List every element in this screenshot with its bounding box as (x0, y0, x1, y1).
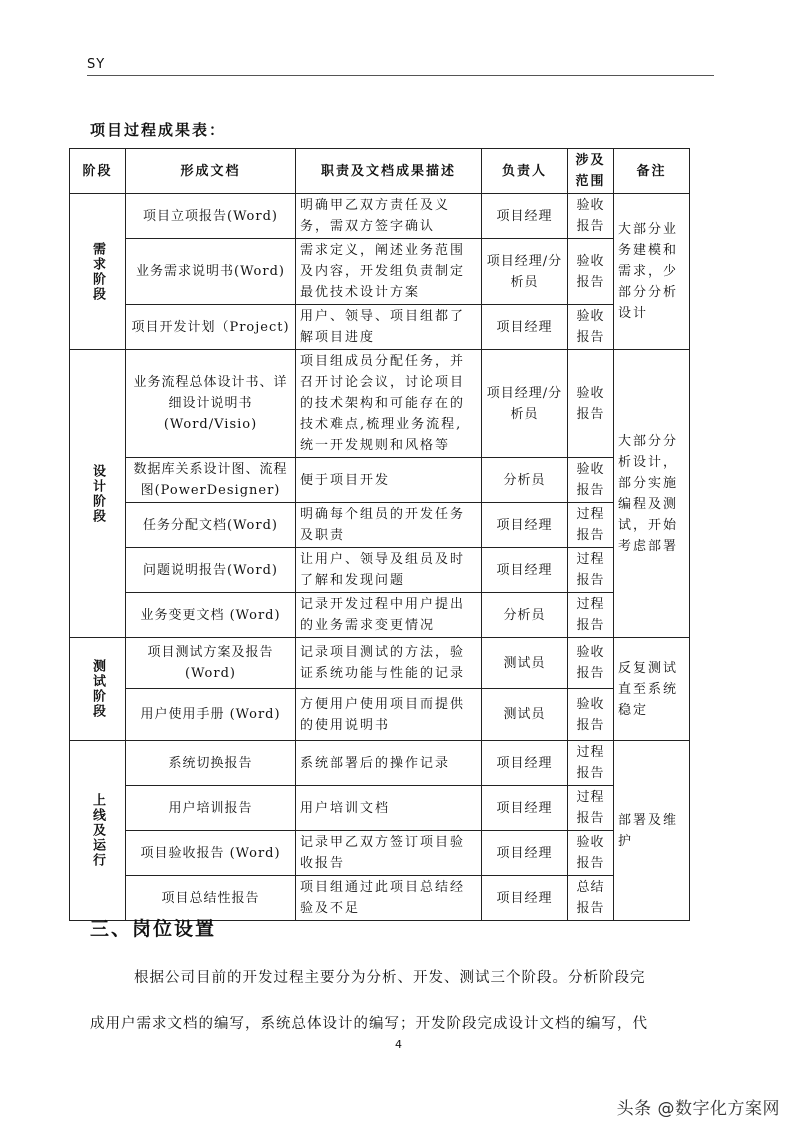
table-row (70, 194, 690, 239)
table-row (70, 689, 690, 741)
desc-cell: 用户培训文档 (296, 786, 482, 831)
doc-cell: 业务变更文档 (Word) (126, 593, 296, 638)
desc-cell: 让用户、领导及组员及时了解和发现问题 (296, 548, 482, 593)
header-label: SY (87, 57, 106, 72)
desc-cell: 方便用户使用项目而提供的使用说明书 (296, 689, 482, 741)
doc-cell: 用户使用手册 (Word) (126, 689, 296, 741)
page-number: 4 (395, 1038, 402, 1051)
header-stage: 阶段 (70, 149, 126, 194)
doc-cell: 项目总结性报告 (126, 876, 296, 921)
stage-design: 设计阶段 (70, 350, 126, 638)
scope-cell: 总结报告 (568, 876, 614, 921)
scope-cell: 过程报告 (568, 548, 614, 593)
desc-cell: 用户、领导、项目组都了解项目进度 (296, 305, 482, 350)
stage-launch: 上线及运行 (70, 741, 126, 921)
desc-cell: 项目组成员分配任务，并召开讨论会议，讨论项目的技术架构和可能存在的技术难点,梳理业务流程,统一开发规则和风格等 (296, 350, 482, 458)
note-testing: 反复测试直至系统稳定 (614, 638, 690, 741)
desc-cell: 便于项目开发 (296, 458, 482, 503)
doc-cell: 项目测试方案及报告(Word) (126, 638, 296, 689)
header-scope: 涉及范围 (568, 149, 614, 194)
table-row (70, 548, 690, 593)
owner-cell: 分析员 (482, 458, 568, 503)
desc-cell: 记录甲乙双方签订项目验收报告 (296, 831, 482, 876)
table-row (70, 239, 690, 305)
project-results-table (69, 148, 690, 921)
scope-cell: 验收报告 (568, 239, 614, 305)
table-row (70, 638, 690, 689)
note-requirements: 大部分业务建模和需求，少部分分析设计 (614, 194, 690, 350)
body-paragraph-1: 根据公司目前的开发过程主要分为分析、开发、测试三个阶段。分析阶段完 (134, 970, 646, 986)
table-row (70, 593, 690, 638)
table-row (70, 503, 690, 548)
scope-cell: 验收报告 (568, 350, 614, 458)
scope-cell: 验收报告 (568, 458, 614, 503)
doc-cell: 项目开发计划（Project) (126, 305, 296, 350)
watermark: 头条 @数字化方案网 (616, 1099, 780, 1119)
header-note: 备注 (614, 149, 690, 194)
table-header-row (70, 149, 690, 194)
body-paragraph-2: 成用户需求文档的编写，系统总体设计的编写；开发阶段完成设计文档的编写，代 (90, 1016, 648, 1032)
owner-cell: 项目经理 (482, 503, 568, 548)
table-row (70, 741, 690, 786)
owner-cell: 项目经理/分析员 (482, 350, 568, 458)
table-title: 项目过程成果表： (90, 121, 227, 139)
note-design: 大部分分析设计，部分实施编程及测试，开始考虑部署 (614, 350, 690, 638)
doc-cell: 问题说明报告(Word) (126, 548, 296, 593)
owner-cell: 分析员 (482, 593, 568, 638)
header-owner: 负责人 (482, 149, 568, 194)
desc-cell: 记录开发过程中用户提出的业务需求变更情况 (296, 593, 482, 638)
doc-cell: 业务需求说明书(Word) (126, 239, 296, 305)
owner-cell: 项目经理 (482, 741, 568, 786)
scope-cell: 验收报告 (568, 305, 614, 350)
table-row (70, 786, 690, 831)
scope-cell: 验收报告 (568, 689, 614, 741)
owner-cell: 项目经理 (482, 876, 568, 921)
owner-cell: 项目经理 (482, 831, 568, 876)
stage-requirements: 需求阶段 (70, 194, 126, 350)
stage-testing: 测试阶段 (70, 638, 126, 741)
table-row (70, 305, 690, 350)
page-header (87, 57, 714, 76)
owner-cell: 项目经理/分析员 (482, 239, 568, 305)
desc-cell: 记录项目测试的方法，验证系统功能与性能的记录 (296, 638, 482, 689)
desc-cell: 需求定义，阐述业务范围及内容，开发组负责制定最优技术设计方案 (296, 239, 482, 305)
note-launch: 部署及维护 (614, 741, 690, 921)
owner-cell: 项目经理 (482, 194, 568, 239)
scope-cell: 过程报告 (568, 786, 614, 831)
doc-cell: 数据库关系设计图、流程图(PowerDesigner) (126, 458, 296, 503)
header-document: 形成文档 (126, 149, 296, 194)
owner-cell: 测试员 (482, 689, 568, 741)
scope-cell: 验收报告 (568, 831, 614, 876)
scope-cell: 过程报告 (568, 503, 614, 548)
desc-cell: 明确每个组员的开发任务及职责 (296, 503, 482, 548)
doc-cell: 用户培训报告 (126, 786, 296, 831)
scope-cell: 验收报告 (568, 194, 614, 239)
table-row (70, 458, 690, 503)
desc-cell: 系统部署后的操作记录 (296, 741, 482, 786)
header-description: 职责及文档成果描述 (296, 149, 482, 194)
doc-cell: 业务流程总体设计书、详细设计说明书(Word/Visio) (126, 350, 296, 458)
table-row (70, 831, 690, 876)
owner-cell: 项目经理 (482, 305, 568, 350)
desc-cell: 项目组通过此项目总结经验及不足 (296, 876, 482, 921)
doc-cell: 任务分配文档(Word) (126, 503, 296, 548)
owner-cell: 测试员 (482, 638, 568, 689)
scope-cell: 过程报告 (568, 593, 614, 638)
owner-cell: 项目经理 (482, 548, 568, 593)
owner-cell: 项目经理 (482, 786, 568, 831)
scope-cell: 验收报告 (568, 638, 614, 689)
desc-cell: 明确甲乙双方责任及义务，需双方签字确认 (296, 194, 482, 239)
doc-cell: 系统切换报告 (126, 741, 296, 786)
doc-cell: 项目验收报告 (Word) (126, 831, 296, 876)
table-row (70, 350, 690, 458)
doc-cell: 项目立项报告(Word) (126, 194, 296, 239)
section-heading: 三、岗位设置 (90, 918, 217, 940)
scope-cell: 过程报告 (568, 741, 614, 786)
